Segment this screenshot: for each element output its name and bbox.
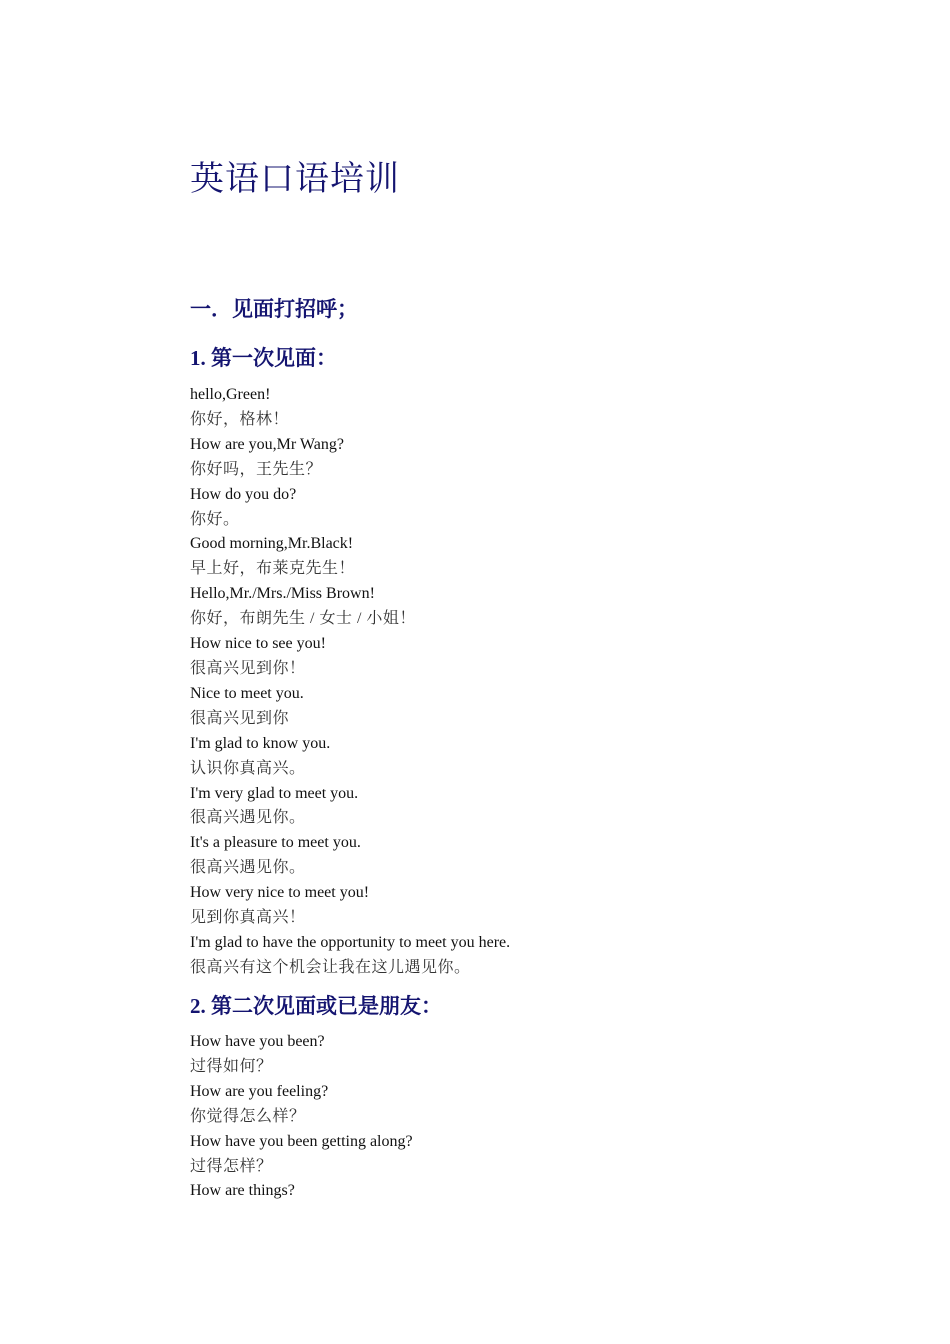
phrase-chinese: 很高兴遇见你。 [190, 859, 306, 877]
phrase-english: I'm glad to have the opportunity to meet you here. [190, 933, 511, 951]
phrase-chinese: 你好，布朗先生 / 女士 / 小姐！ [190, 610, 416, 628]
phrase-english: Good morning,Mr.Black! [190, 535, 354, 553]
document-title: 英语口语培训 [190, 161, 400, 198]
phrase-list-second-meeting [190, 1030, 413, 1204]
phrase-english: How have you been? [190, 1033, 325, 1050]
phrase-english: How are things? [190, 1182, 295, 1200]
phrase-chinese: 认识你真高兴。 [190, 759, 306, 777]
subsection-heading-second-meeting: 2. 第二次见面或已是朋友： [190, 994, 442, 1018]
phrase-chinese: 很高兴遇见你。 [190, 809, 306, 827]
phrase-english: hello,Green! [190, 386, 271, 403]
phrase-english: I'm very glad to meet you. [190, 784, 359, 802]
phrase-chinese: 很高兴见到你 [190, 709, 290, 727]
phrase-chinese: 你好。 [190, 510, 240, 528]
phrase-chinese: 你觉得怎么样？ [190, 1107, 306, 1125]
phrase-english: How are you,Mr Wang? [190, 435, 344, 453]
phrase-english: How have you been getting along? [190, 1132, 413, 1150]
subsection-heading-first-meeting: 1. 第一次见面： [190, 346, 337, 370]
phrase-english: I'm glad to know you. [190, 734, 331, 752]
phrase-chinese: 很高兴见到你！ [190, 659, 306, 677]
phrase-english: How do you do? [190, 485, 297, 503]
phrase-chinese: 过得如何？ [190, 1057, 273, 1075]
phrase-english: Hello,Mr./Mrs./Miss Brown! [190, 585, 375, 603]
phrase-chinese: 你好吗，王先生？ [190, 460, 323, 478]
phrase-english: It's a pleasure to meet you. [190, 834, 361, 852]
phrase-chinese: 你好，格林！ [190, 410, 290, 428]
phrase-chinese: 很高兴有这个机会让我在这儿遇见你。 [190, 958, 471, 976]
section-heading-greetings: 一．见面打招呼； [190, 297, 358, 321]
phrase-chinese: 见到你真高兴！ [190, 909, 306, 927]
phrase-list-first-meeting [190, 383, 510, 981]
phrase-chinese: 过得怎样？ [190, 1157, 273, 1175]
phrase-english: How are you feeling? [190, 1082, 329, 1100]
phrase-english: Nice to meet you. [190, 684, 304, 702]
phrase-english: How nice to see you! [190, 635, 326, 653]
phrase-english: How very nice to meet you! [190, 884, 370, 902]
phrase-chinese: 早上好，布莱克先生！ [190, 560, 356, 578]
